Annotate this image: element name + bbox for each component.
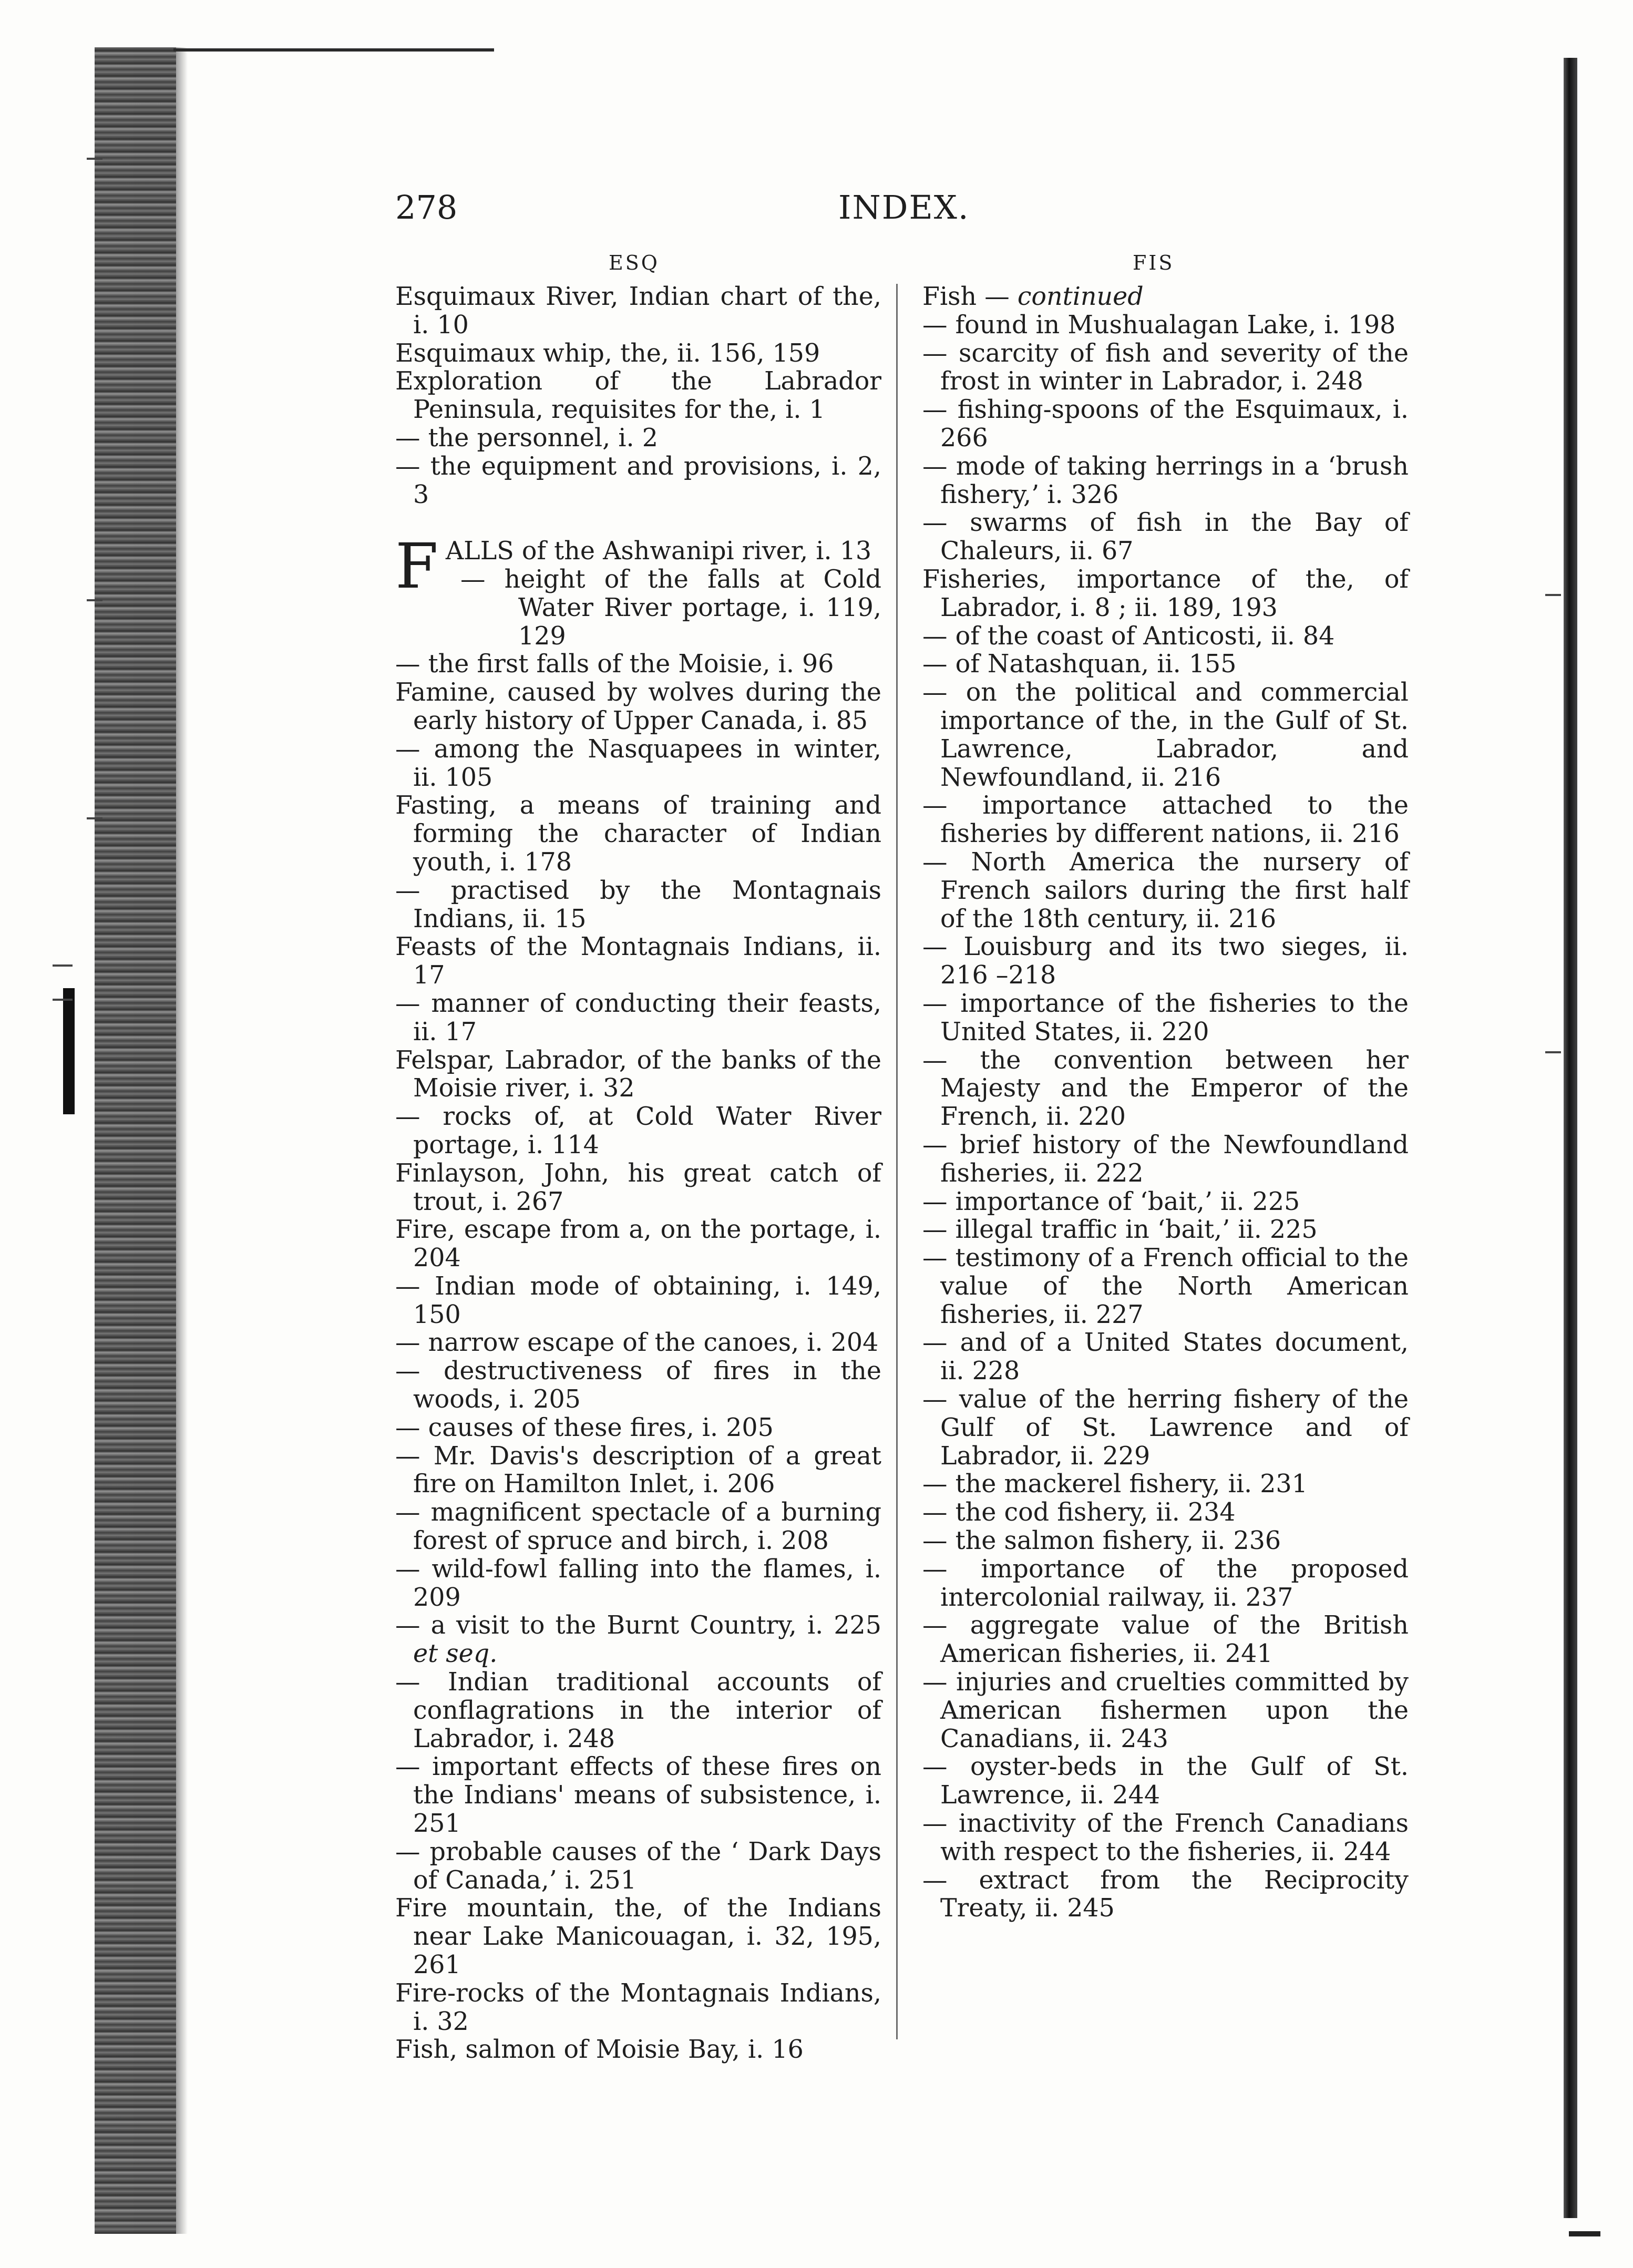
index-entry: — of the coast of Anticosti, ii. 84	[922, 621, 1335, 651]
falls-main: ALLS of the Ashwanipi river, i. 13	[445, 537, 872, 566]
index-entry-falls	[395, 530, 881, 651]
index-entry: — oyster-beds in the Gulf of St. Lawrence, ii. 244	[922, 1752, 1409, 1810]
scan-tick	[53, 999, 73, 1001]
index-entry: — importance attached to the fisheries by different nations, ii. 216	[922, 791, 1409, 849]
index-entry: — probable causes of the ‘ Dark Days of Canada,’ i. 251	[395, 1837, 881, 1895]
index-entry: Famine, caused by wolves during the early history of Upper Canada, i. 85	[395, 678, 881, 735]
index-entry: Fire-rocks of the Montagnais Indians, i. 32	[395, 1978, 881, 2036]
index-entry: — inactivity of the French Canadians with respect to the fisheries, ii. 244	[922, 1809, 1409, 1866]
index-entry: — the cod fishery, ii. 234	[922, 1498, 1236, 1527]
scan-tick	[1545, 1051, 1561, 1053]
scan-top-edge	[173, 48, 494, 52]
scan-tick	[87, 158, 102, 160]
continued-label: continued	[1017, 282, 1144, 311]
index-entry: Exploration of the Labrador Peninsula, requisites for the, i. 1	[395, 367, 881, 425]
index-entry: — Indian traditional accounts of conflagrations in the interior of Labrador, i. 248	[395, 1668, 881, 1753]
column-divider	[896, 284, 898, 2039]
index-entry: — of Natashquan, ii. 155	[922, 650, 1237, 679]
index-entry: Fisheries, importance of the, of Labrador, i. 8 ; ii. 189, 193	[922, 565, 1409, 622]
scan-tick	[87, 599, 102, 601]
scan-tick	[1545, 594, 1561, 596]
index-entry: Fasting, a means of training and forming the character of Indian youth, i. 178	[395, 791, 881, 877]
index-column-right	[922, 283, 1409, 1923]
index-entry: Esquimaux River, Indian chart of the, i. 10	[395, 282, 881, 340]
index-entry: — among the Nasquapees in winter, ii. 105	[395, 734, 881, 792]
index-entry: — and of a United States document, ii. 228	[922, 1328, 1409, 1386]
scan-right-foot-mark	[1569, 2231, 1600, 2236]
scan-tick	[53, 964, 73, 967]
index-entry-burnt-country	[395, 1612, 881, 1668]
index-entry: — rocks of, at Cold Water River portage, i. 114	[395, 1102, 881, 1159]
guide-word-right: FIS	[1133, 251, 1175, 274]
fish-heading: Fish —	[922, 282, 1010, 311]
index-entry: — North America the nursery of French sailors during the first half of the 18th century, ii. 216	[922, 847, 1409, 933]
scan-tick	[87, 817, 102, 819]
index-entry: — on the political and commercial importance of the, in the Gulf of St. Lawrence, Labrador, and Newfoundland, ii. 216	[922, 678, 1409, 792]
index-entry: — narrow escape of the canoes, i. 204	[395, 1328, 879, 1358]
index-entry: — manner of conducting their feasts, ii. 17	[395, 989, 881, 1046]
index-entry: Esquimaux whip, the, ii. 156, 159	[395, 338, 820, 368]
index-entry: — the equipment and provisions, i. 2, 3	[395, 451, 881, 509]
index-entry: — extract from the Reciprocity Treaty, ii. 245	[922, 1865, 1409, 1923]
index-entry: — causes of these fires, i. 205	[395, 1413, 774, 1442]
index-entry: — Indian mode of obtaining, i. 149, 150	[395, 1271, 881, 1329]
drop-cap: F	[395, 530, 438, 603]
index-entry: — mode of taking herrings in a ‘brush fishery,’ i. 326	[922, 451, 1409, 509]
index-entry: Feasts of the Montagnais Indians, ii. 17	[395, 932, 881, 990]
index-entry: — the mackerel fishery, ii. 231	[922, 1470, 1308, 1499]
index-entry: — aggregate value of the British American fisheries, ii. 241	[922, 1611, 1409, 1669]
index-entry: — the convention between her Majesty and the Emperor of the French, ii. 220	[922, 1045, 1409, 1132]
scan-left-mark	[63, 988, 75, 1114]
index-entry: — value of the herring fishery of the Gulf of St. Lawrence and of Labrador, ii. 229	[922, 1385, 1409, 1471]
index-entry: — importance of ‘bait,’ ii. 225	[922, 1187, 1300, 1216]
guide-word-left: ESQ	[609, 251, 660, 274]
index-entry: — important effects of these fires on the Indians' means of subsistence, i. 251	[395, 1752, 881, 1839]
index-entry: Fire mountain, the, of the Indians near Lake Manicouagan, i. 32, 195, 261	[395, 1894, 881, 1980]
index-entry: Fish, salmon of Moisie Bay, i. 16	[395, 2035, 804, 2065]
scan-right-edge	[1564, 58, 1577, 2218]
index-column-left	[395, 283, 881, 2064]
falls-subentry: — height of the falls at Cold Water River portage, i. 119, 129	[460, 565, 881, 651]
index-entry: — wild-fowl falling into the flames, i. 209	[395, 1554, 881, 1612]
index-entry: — fishing-spoons of the Esquimaux, i. 266	[922, 395, 1409, 453]
index-entry: — injuries and cruelties committed by American fishermen upon the Canadians, ii. 243	[922, 1668, 1409, 1753]
index-entry: Fire, escape from a, on the portage, i. 204	[395, 1215, 881, 1273]
index-entry: — importance of the fisheries to the United States, ii. 220	[922, 989, 1409, 1046]
index-entry: Finlayson, John, his great catch of trout, i. 267	[395, 1158, 881, 1216]
index-entry: — Mr. Davis's description of a great fire on Hamilton Inlet, i. 206	[395, 1441, 881, 1499]
running-title: INDEX.	[838, 188, 970, 227]
index-entry: Felspar, Labrador, of the banks of the Moisie river, i. 32	[395, 1045, 881, 1103]
index-entry: — brief history of the Newfoundland fisheries, ii. 222	[922, 1130, 1409, 1188]
section-gap	[395, 509, 881, 537]
index-entry: — the salmon fishery, ii. 236	[922, 1526, 1281, 1556]
index-entry: — the personnel, i. 2	[395, 423, 658, 453]
index-entry: — testimony of a French official to the value of the North American fisheries, ii. 227	[922, 1244, 1409, 1329]
page-number: 278	[395, 188, 458, 227]
index-entry: — Louisburg and its two sieges, ii. 216 –218	[922, 932, 1409, 990]
et-seq: et seq.	[413, 1639, 498, 1669]
index-entry: — practised by the Montagnais Indians, ii. 15	[395, 876, 881, 933]
index-entry-fish-continued	[922, 283, 1409, 311]
scan-binding-shadow	[95, 47, 176, 2234]
index-entry: — illegal traffic in ‘bait,’ ii. 225	[922, 1215, 1318, 1245]
index-entry: — swarms of fish in the Bay of Chaleurs, ii. 67	[922, 508, 1409, 566]
index-entry: — the first falls of the Moisie, i. 96	[395, 650, 834, 679]
index-entry: — found in Mushualagan Lake, i. 198	[922, 310, 1396, 340]
index-entry: — destructiveness of fires in the woods, i. 205	[395, 1357, 881, 1414]
index-entry: — scarcity of fish and severity of the frost in winter in Labrador, i. 248	[922, 338, 1409, 396]
index-entry: — importance of the proposed intercolonial railway, ii. 237	[922, 1554, 1409, 1612]
index-entry: — magnificent spectacle of a burning forest of spruce and birch, i. 208	[395, 1498, 881, 1556]
burnt-country-text: — a visit to the Burnt Country, i. 225	[395, 1611, 881, 1640]
